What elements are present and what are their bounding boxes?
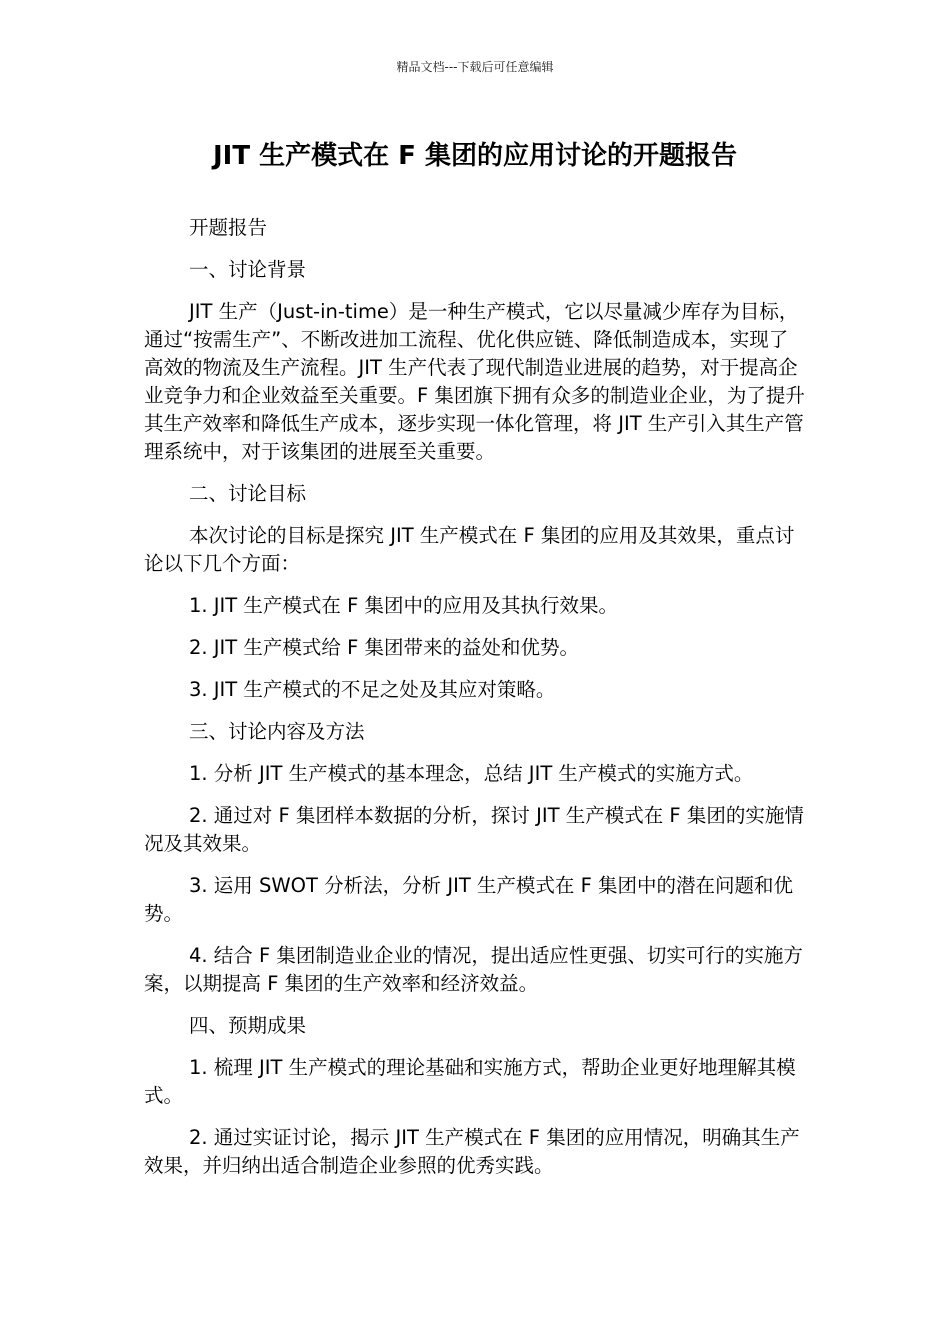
list-item-method-4: 4. 结合 F 集团制造业企业的情况，提出适应性更强、切实可行的实施方案，以期提高 F 集团的生产效率和经济效益。 bbox=[144, 944, 803, 995]
section-heading-background: 一、讨论背景 bbox=[189, 258, 307, 281]
list-item-method-1: 1. 分析 JIT 生产模式的基本理念，总结 JIT 生产模式的实施方式。 bbox=[189, 762, 754, 785]
section-heading-methods: 三、讨论内容及方法 bbox=[189, 720, 365, 743]
list-item-objective-2: 2. JIT 生产模式给 F 集团带来的益处和优势。 bbox=[189, 636, 580, 659]
paragraph-objectives: 本次讨论的目标是探究 JIT 生产模式在 F 集团的应用及其效果，重点讨论以下几个方面： bbox=[144, 524, 795, 575]
list-item-objective-3: 3. JIT 生产模式的不足之处及其应对策略。 bbox=[189, 678, 556, 701]
list-item-method-3: 3. 运用 SWOT 分析法，分析 JIT 生产模式在 F 集团中的潜在问题和优势。 bbox=[144, 874, 794, 925]
list-item-outcome-2: 2. 通过实证讨论，揭示 JIT 生产模式在 F 集团的应用情况，明确其生产效果，并归纳出适合制造企业参照的优秀实践。 bbox=[144, 1126, 800, 1177]
header-note: 精品文档---下载后可任意编辑 bbox=[396, 60, 554, 74]
list-item-method-2: 2. 通过对 F 集团样本数据的分析，探讨 JIT 生产模式在 F 集团的实施情况及其效果。 bbox=[144, 804, 804, 855]
document-title: JIT 生产模式在 F 集团的应用讨论的开题报告 bbox=[213, 141, 737, 171]
section-heading-outcomes: 四、预期成果 bbox=[189, 1014, 307, 1037]
section-heading-objectives: 二、讨论目标 bbox=[189, 482, 307, 505]
heading-proposal: 开题报告 bbox=[189, 216, 268, 239]
list-item-outcome-1: 1. 梳理 JIT 生产模式的理论基础和实施方式，帮助企业更好地理解其模式。 bbox=[144, 1056, 796, 1107]
paragraph-background: JIT 生产（Just-in-time）是一种生产模式，它以尽量减少库存为目标，通过“按需生产”、不断改进加工流程、优化供应链、降低制造成本，实现了高效的物流及生产流程。JIT 生产代表了现代制造业进展的趋势，对于提高企业竞争力和企业效益至关重要。F 集团旗下拥有众多的制造业企业，为了提升其生产效率和降低生产成本，逐步实现一体化管理，将 JIT 生产引入其生产管理系统中，对于该集团的进展至关重要。 bbox=[144, 300, 805, 463]
list-item-objective-1: 1. JIT 生产模式在 F 集团中的应用及其执行效果。 bbox=[189, 594, 619, 617]
document-body bbox=[144, 214, 806, 1194]
